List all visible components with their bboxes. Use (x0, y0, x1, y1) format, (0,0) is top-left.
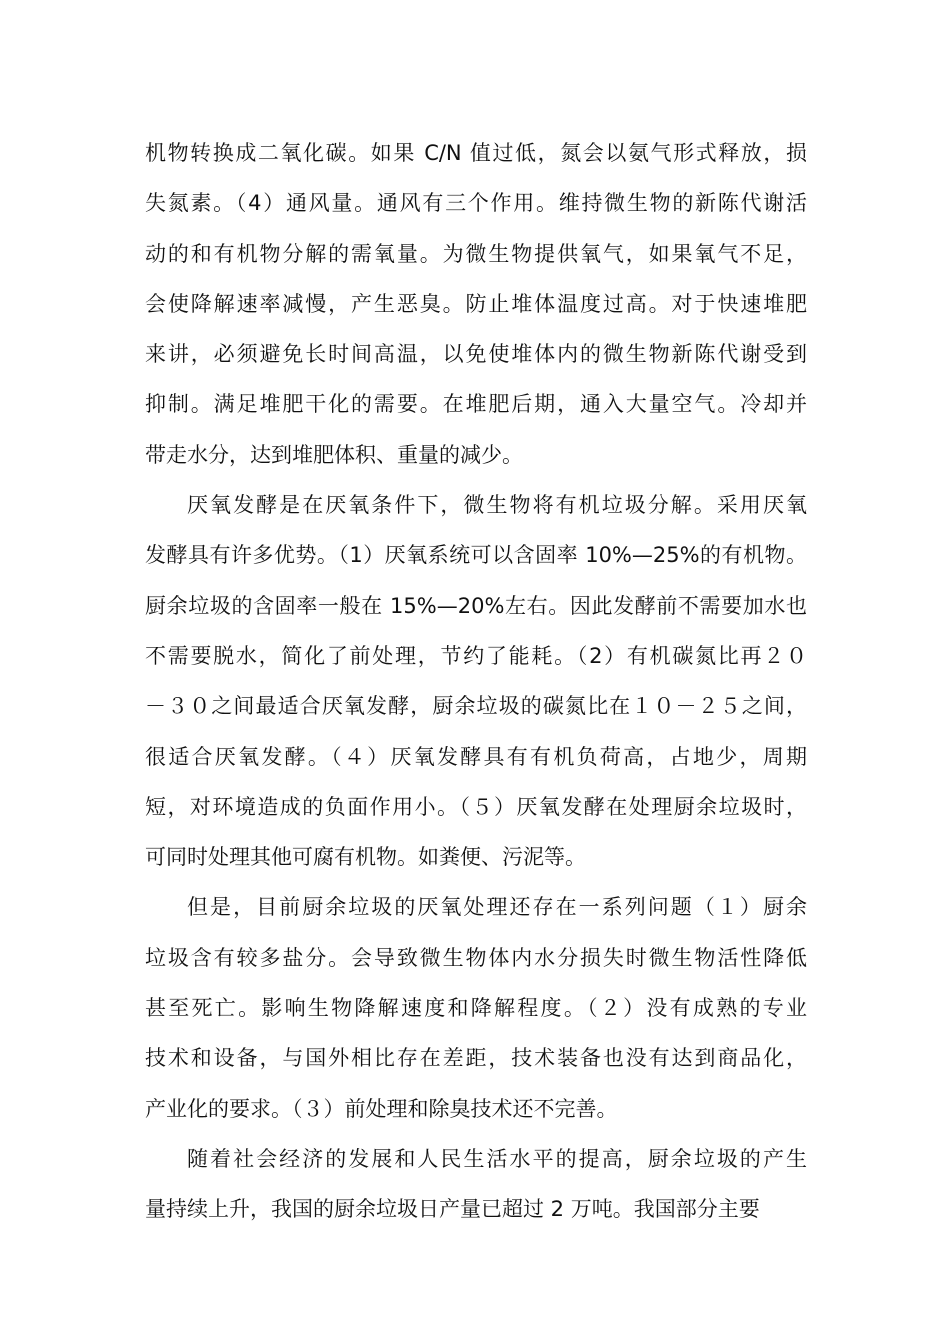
text-line: 发酵具有许多优势。（1）厌氧系统可以含固率 10%—25%的有机物。 (145, 543, 807, 568)
text-line: 动的和有机物分解的需氧量。为微生物提供氧气，如果氧气不足， (145, 241, 807, 266)
document-body (145, 128, 807, 1235)
text-line: 会使降解速率减慢，产生恶臭。防止堆体温度过高。对于快速堆肥 (145, 291, 807, 316)
text-line: 技术和设备，与国外相比存在差距，技术装备也没有达到商品化， (145, 1046, 807, 1071)
text-line: 短，对环境造成的负面作用小。（５）厌氧发酵在处理厨余垃圾时， (145, 794, 807, 819)
text-line: 厨余垃圾的含固率一般在 15%—20%左右。因此发酵前不需要加水也 (145, 593, 807, 618)
text-line: 垃圾含有较多盐分。会导致微生物体内水分损失时微生物活性降低 (145, 945, 807, 970)
text-line: 量持续上升，我国的厨余垃圾日产量已超过 2 万吨。我国部分主要 (145, 1197, 760, 1222)
text-line: 很适合厌氧发酵。（４）厌氧发酵具有有机负荷高，占地少，周期 (145, 744, 807, 769)
text-line: 来讲，必须避免长时间高温，以免使堆体内的微生物新陈代谢受到 (145, 342, 807, 367)
paragraph-3 (145, 882, 807, 1133)
paragraph-1 (145, 128, 807, 480)
text-line: 产业化的要求。（３）前处理和除臭技术还不完善。 (145, 1096, 618, 1121)
text-line: 抑制。满足堆肥干化的需要。在堆肥后期，通入大量空气。冷却并 (145, 392, 807, 417)
text-line: 可同时处理其他可腐有机物。如粪便、污泥等。 (145, 845, 586, 870)
text-line: 但是，目前厨余垃圾的厌氧处理还存在一系列问题（１）厨余 (187, 895, 807, 920)
text-line: 失氮素。（4）通风量。通风有三个作用。维持微生物的新陈代谢活 (145, 191, 807, 216)
paragraph-2 (145, 480, 807, 882)
text-line: 带走水分，达到堆肥体积、重量的减少。 (145, 442, 523, 467)
text-line: 随着社会经济的发展和人民生活水平的提高，厨余垃圾的产生 (187, 1146, 807, 1171)
text-line: 不需要脱水，简化了前处理，节约了能耗。（2）有机碳氮比再２０ (145, 643, 807, 668)
text-line: 厌氧发酵是在厌氧条件下，微生物将有机垃圾分解。采用厌氧 (187, 493, 807, 518)
text-line: 甚至死亡。影响生物降解速度和降解程度。（２）没有成熟的专业 (145, 996, 807, 1021)
text-line: 机物转换成二氧化碳。如果 C/N 值过低，氮会以氨气形式释放，损 (145, 141, 807, 165)
text-line: －３０之间最适合厌氧发酵，厨余垃圾的碳氮比在１０－２５之间， (145, 694, 807, 719)
paragraph-4 (145, 1134, 807, 1235)
